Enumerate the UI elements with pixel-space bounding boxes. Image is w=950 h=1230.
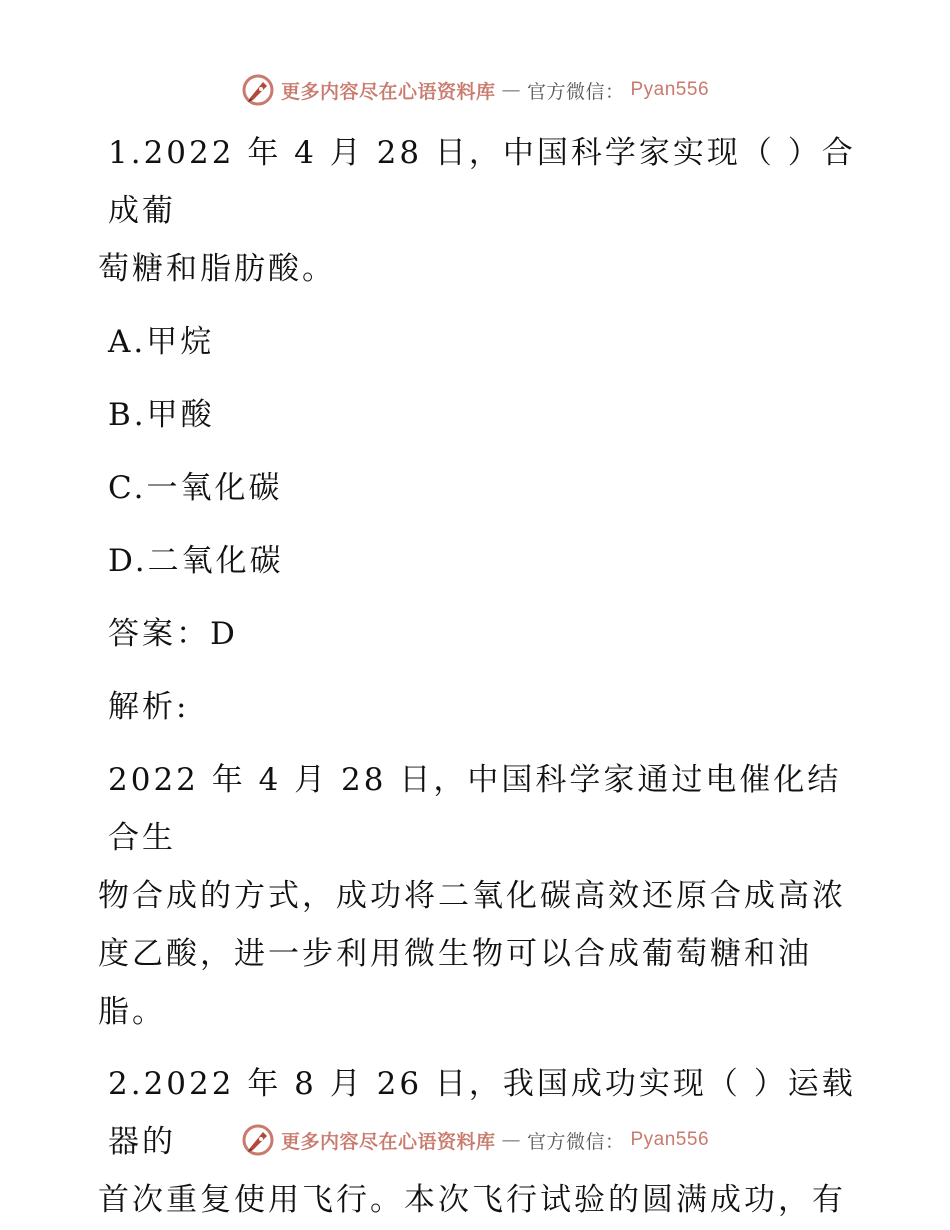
- banner-wechat-label: 官方微信：: [526, 80, 625, 103]
- option-d: D.二氧化碳: [108, 543, 284, 579]
- analysis-line-3: 度乙酸，进一步利用微生物可以合成葡萄糖和油: [98, 936, 812, 972]
- question-2-line-2: 首次重复使用飞行。本次飞行试验的圆满成功，有: [98, 1182, 846, 1218]
- pen-nib-logo-icon: [241, 1123, 275, 1157]
- banner-site-name: 更多内容尽在心语资料库: [280, 80, 496, 103]
- analysis-line-1: 2022 年 4 月 28 日，中国科学家通过电催化结合生: [108, 762, 842, 856]
- banner-dash: —: [501, 1129, 521, 1151]
- analysis-line-4: 脂。: [98, 994, 166, 1030]
- header-banner: [0, 70, 950, 110]
- question-2-line-1: 2.2022 年 8 月 26 日，我国成功实现（ ）运载器的: [108, 1066, 856, 1160]
- banner-wechat-id: Pyan556: [630, 1129, 710, 1150]
- banner-site-name: 更多内容尽在心语资料库: [280, 1130, 496, 1153]
- document-body: [98, 124, 858, 1229]
- footer-banner: [0, 1120, 950, 1160]
- question-1-line-1: 1.2022 年 4 月 28 日，中国科学家实现（ ）合成葡: [108, 135, 856, 229]
- answer-line: 答案：D: [108, 616, 238, 652]
- banner-dash: —: [501, 79, 521, 101]
- analysis-line-2: 物合成的方式，成功将二氧化碳高效还原合成高浓: [98, 878, 846, 914]
- pen-nib-logo-icon: [241, 73, 275, 107]
- banner-wechat-label: 官方微信：: [526, 1130, 625, 1153]
- option-c: C.一氧化碳: [108, 470, 283, 506]
- analysis-label: 解析:: [108, 689, 190, 725]
- option-a: A.甲烷: [108, 324, 215, 360]
- option-b: B.甲酸: [108, 397, 215, 433]
- question-1-line-2: 萄糖和脂肪酸。: [98, 251, 336, 287]
- banner-wechat-id: Pyan556: [630, 79, 710, 100]
- question-1: [98, 124, 858, 1041]
